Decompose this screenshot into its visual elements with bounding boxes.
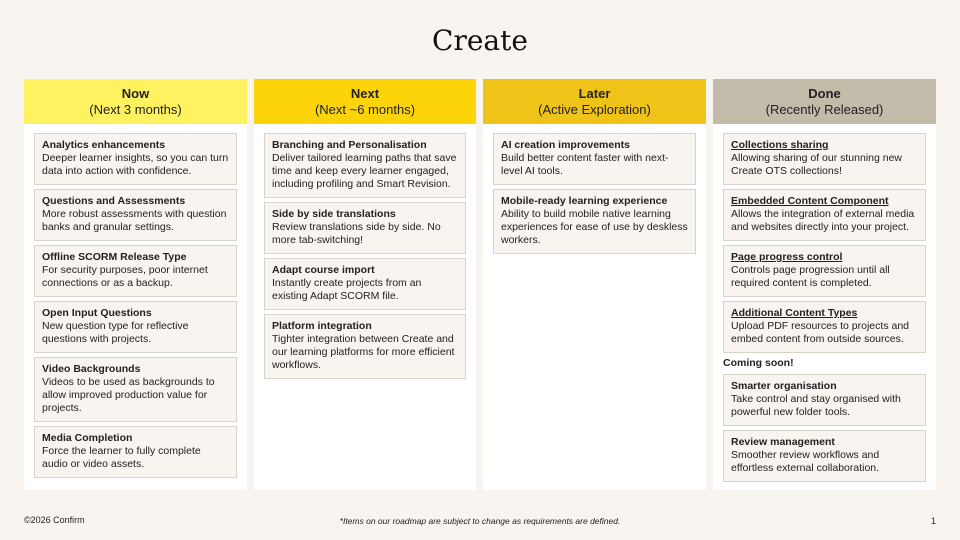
roadmap-card (34, 357, 237, 422)
column-header-done (713, 79, 936, 124)
column-title: Done (808, 86, 841, 101)
column-subtitle: (Active Exploration) (538, 102, 651, 117)
page-number: 1 (930, 516, 936, 526)
footer-disclaimer: *Items on our roadmap are subject to change as requirements are defined. (339, 516, 621, 526)
card-description: Deeper learner insights, so you can turn data into action with confidence. (42, 152, 229, 177)
card-title: Platform integration (272, 320, 372, 332)
roadmap-card (34, 245, 237, 297)
card-title: Media Completion (42, 432, 133, 444)
roadmap-card (723, 301, 926, 353)
column-subtitle: (Recently Released) (765, 102, 884, 117)
card-title: Adapt course import (272, 264, 375, 276)
column-subtitle: (Next 3 months) (89, 102, 182, 117)
roadmap-card (723, 133, 926, 185)
card-description: Smoother review workflows and effortless external collaboration. (731, 449, 880, 474)
card-title: Video Backgrounds (42, 363, 141, 375)
column-header-next (254, 79, 476, 124)
column-title: Now (121, 86, 150, 101)
column-title: Next (350, 86, 380, 101)
roadmap-card (493, 189, 696, 254)
roadmap-card (723, 245, 926, 297)
card-title-link[interactable]: Additional Content Types (731, 307, 858, 319)
card-description: Controls page progression until all required content is completed. (731, 264, 890, 289)
footer-copyright: ©2026 Confirm (24, 515, 85, 525)
column-title: Later (578, 86, 611, 101)
column-later (483, 79, 706, 490)
card-title: Mobile-ready learning experience (501, 195, 668, 207)
column-done (713, 79, 936, 490)
roadmap-card (34, 301, 237, 353)
roadmap-card (264, 133, 466, 198)
card-description: More robust assessments with question banks and granular settings. (42, 208, 227, 233)
card-title: Branching and Personalisation (272, 139, 427, 151)
card-description: Force the learner to fully complete audio or video assets. (42, 445, 201, 470)
card-title: Analytics enhancements (42, 139, 166, 151)
card-title: Review management (731, 436, 835, 448)
roadmap-card (723, 430, 926, 482)
card-description: Review translations side by side. No more tab-switching! (272, 221, 441, 246)
roadmap-card (34, 133, 237, 185)
card-description: Videos to be used as backgrounds to allow improved production value for projects. (42, 376, 215, 414)
roadmap-card (34, 189, 237, 241)
coming-soon-label: Coming soon! (723, 357, 794, 369)
roadmap-card (264, 314, 466, 379)
card-title-link[interactable]: Collections sharing (731, 139, 829, 151)
card-title-link[interactable]: Page progress control (731, 251, 843, 263)
roadmap-card (493, 133, 696, 185)
roadmap-card (34, 426, 237, 478)
card-title: Open Input Questions (42, 307, 152, 319)
card-description: For security purposes, poor internet connections or as a backup. (42, 264, 208, 289)
card-description: Instantly create projects from an existing Adapt SCORM file. (272, 277, 422, 302)
roadmap-card (723, 374, 926, 426)
card-title: Offline SCORM Release Type (42, 251, 187, 263)
card-description: Tighter integration between Create and our learning platforms for more efficient workflows. (272, 333, 455, 371)
card-title: Side by side translations (272, 208, 396, 220)
column-now (24, 79, 247, 490)
column-header-now (24, 79, 247, 124)
card-description: Allows the integration of external media and websites directly into your project. (731, 208, 915, 233)
card-description: Deliver tailored learning paths that save time and keep every learner engaged, including profiling and Smart Revision. (272, 152, 457, 190)
column-header-later (483, 79, 706, 124)
card-title: Questions and Assessments (42, 195, 186, 207)
card-title: AI creation improvements (501, 139, 630, 151)
card-title-link[interactable]: Embedded Content Component (731, 195, 889, 207)
roadmap-card (264, 202, 466, 254)
card-description: Ability to build mobile native learning experiences for ease of use by deskless workers. (501, 208, 688, 246)
card-description: Upload PDF resources to projects and embed content from outside sources. (731, 320, 910, 345)
card-description: Take control and stay organised with powerful new folder tools. (731, 393, 901, 418)
card-description: Allowing sharing of our stunning new Create OTS collections! (731, 152, 903, 177)
card-description: Build better content faster with next-level AI tools. (501, 152, 669, 177)
column-next (254, 79, 476, 490)
column-subtitle: (Next ~6 months) (314, 102, 416, 117)
page-title: Create (432, 24, 528, 57)
roadmap-card (264, 258, 466, 310)
roadmap-card (723, 189, 926, 241)
card-title: Smarter organisation (731, 380, 837, 392)
card-description: New question type for reflective questions with projects. (42, 320, 189, 345)
